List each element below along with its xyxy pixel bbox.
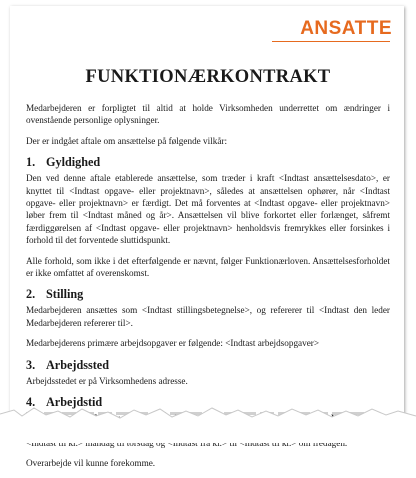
intro-paragraph: Medarbejderen er forpligtet til altid at holde Virksomheden underrettet om ændringer i ovenstående personlige oplysninger.: [26, 103, 390, 126]
section-heading: [26, 287, 390, 302]
company-logo: ANSATTE: [300, 18, 392, 39]
section-paragraph: Medarbejderen ansættes som <Indtast stillingsbetegnelse>, og refererer til <Indtast den leder Medarbejderen refererer til>.: [26, 305, 390, 328]
section-position: [26, 287, 390, 349]
section-title: Arbejdssted: [46, 357, 109, 372]
section-paragraph: Overarbejde vil kunne forekomme.: [26, 458, 156, 469]
section-heading: [26, 155, 390, 170]
section-paragraph: Alle forhold, som ikke i det efterfølgende er nævnt, følger Funktionærloven. Ansættelsesforholdet er ikke omfattet af overenskomst.: [26, 255, 390, 279]
document-title: FUNKTIONÆRKONTRAKT: [85, 67, 331, 87]
contract-page: [10, 6, 404, 469]
section-number: 2.: [26, 287, 36, 302]
section-validity: [26, 155, 390, 279]
section-number: 1.: [26, 155, 36, 170]
section-heading: [26, 358, 390, 373]
section-title: Arbejdstid: [46, 395, 103, 410]
agreement-paragraph: Der er indgået aftale om ansættelse på følgende vilkår:: [26, 135, 228, 146]
section-number: 4.: [26, 395, 36, 410]
section-paragraph: Medarbejderens primære arbejdsopgaver er følgende: <Indtast arbejdsopgaver>: [26, 338, 320, 349]
section-title: Stilling: [46, 287, 84, 302]
section-paragraph: Arbejdsstedet er på Virksomhedens adresse.: [26, 375, 188, 386]
section-title: Gyldighed: [46, 155, 101, 170]
section-paragraph: Den ved denne aftale etablerede ansættelse, som træder i kraft <Indtast ansættelsesdato>, er knyttet til <Indtast opgave- eller projektnavn>, således at ansættelsen ophører, når <Indtast opgave- eller projektnavn> er færdigt. Det må forventes at <Indtast opgave- eller projektnavn> løber frem til <Indtast måned og år>. Ansættelsen vil blive forkortet eller forlænget, såfremt færdiggørelsen af <Indtast opgave- eller projektnavn> henholdsvis fremrykkes eller forsinkes i forhold til det forventede sluttidspunkt.: [26, 173, 390, 246]
section-number: 3.: [26, 357, 36, 372]
section-workplace: [26, 358, 390, 387]
logo-underline: [272, 41, 390, 42]
torn-paper-edge: [0, 398, 416, 443]
